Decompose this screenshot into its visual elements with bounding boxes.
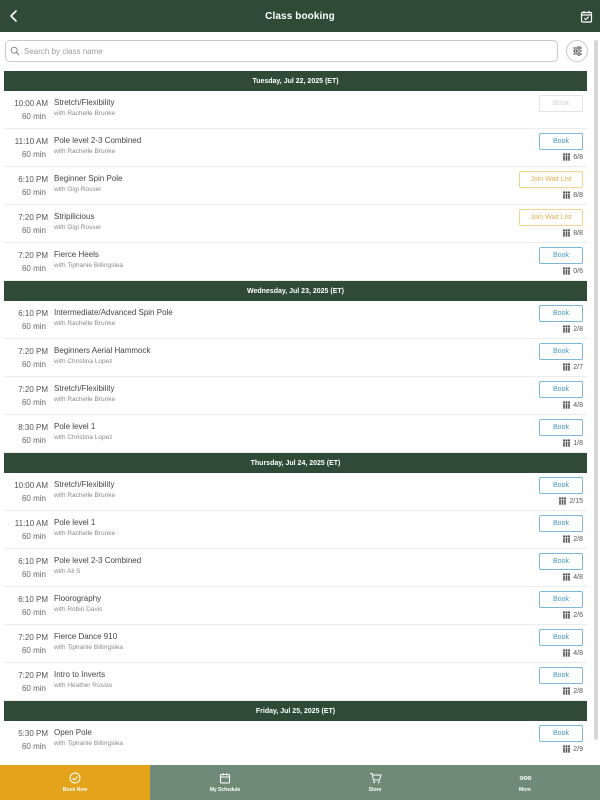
class-time: 8:30 PM [18,423,48,432]
class-row[interactable] [4,339,587,377]
page-title: Class booking [265,10,335,22]
capacity [562,153,583,161]
book-button[interactable]: Book [539,305,583,322]
book-button[interactable]: Book [539,477,583,494]
capacity [562,611,583,619]
class-duration: 60 min [21,398,46,407]
class-name: Pole level 2-3 Combined [54,136,142,145]
capacity [562,649,583,657]
class-time: 7:20 PM [18,633,48,642]
capacity-count: 2/9 [573,745,583,753]
class-row[interactable] [4,91,587,129]
book-button[interactable]: Book [539,553,583,570]
book-button[interactable]: Book [539,343,583,360]
class-instructor: with Heather Rossio [54,682,113,689]
class-time: 6:10 PM [18,557,48,566]
class-row[interactable] [4,415,587,453]
class-instructor: with Robin Davis [54,606,103,613]
class-instructor: with Rachelle Brunke [54,320,116,327]
top-bar [0,0,600,32]
book-button[interactable]: Book [539,667,583,684]
class-time: 6:10 PM [18,595,48,604]
bottom-nav [0,765,600,800]
chevron-left-icon [8,10,20,22]
day-header: Thursday, Jul 24, 2025 (ET) [4,453,587,473]
book-button[interactable]: Book [539,591,583,608]
class-duration: 60 min [21,322,46,331]
class-name: Intro to Inverts [54,670,106,679]
search-icon [10,46,20,56]
class-duration: 60 min [21,532,46,541]
class-name: Floorography [54,594,102,603]
class-list [4,71,587,765]
sliders-icon [572,46,583,56]
calendar-button[interactable] [576,6,596,26]
class-name: Stretch/Flexibility [54,384,115,393]
nav-item-more[interactable] [450,765,600,800]
class-instructor: with Ali S [54,568,81,575]
class-row[interactable] [4,243,587,281]
class-time: 5:30 PM [18,729,48,738]
class-row[interactable] [4,511,587,549]
class-instructor: with Tiphanie Billingslea [54,262,124,269]
class-duration: 60 min [21,570,46,579]
book-button[interactable]: Book [539,515,583,532]
capacity [562,439,583,447]
capacity-count: 2/8 [573,325,583,333]
capacity-count: 2/8 [573,687,583,695]
book-button[interactable]: Book [539,725,583,742]
class-duration: 60 min [21,684,46,693]
class-row[interactable] [4,721,587,759]
class-instructor: with Rachelle Brunke [54,110,116,117]
class-time: 11:10 AM [14,137,48,146]
capacity [562,535,583,543]
class-instructor: with Tiphanie Billingslea [54,644,124,651]
capacity-count: 4/8 [573,401,583,409]
attendees-icon [562,611,571,619]
class-duration: 60 min [21,494,46,503]
class-row[interactable] [4,587,587,625]
class-time: 7:20 PM [18,347,48,356]
capacity [562,573,583,581]
capacity-count: 2/6 [573,611,583,619]
class-row[interactable] [4,377,587,415]
class-name: Open Pole [54,728,92,737]
class-name: Stretch/Flexibility [54,480,115,489]
attendees-icon [562,267,571,275]
capacity-count: 1/8 [573,439,583,447]
class-row[interactable] [4,301,587,339]
book-button[interactable]: Book [539,629,583,646]
capacity [562,229,583,237]
join-wait-list-button[interactable]: Join Wait List [519,171,583,188]
attendees-icon [562,535,571,543]
nav-item-label: Book Now [62,787,88,793]
capacity-count: 2/15 [569,497,583,505]
capacity [562,687,583,695]
class-time: 7:20 PM [18,213,48,222]
capacity [562,325,583,333]
scrollbar[interactable] [594,40,598,740]
capacity [558,497,583,505]
nav-item-label: More [519,787,531,793]
nav-item-book-now[interactable] [0,765,150,800]
capacity [562,191,583,199]
nav-item-my-schedule[interactable] [150,765,300,800]
class-time: 7:20 PM [18,671,48,680]
class-duration: 60 min [21,264,46,273]
capacity-count: 2/8 [573,535,583,543]
class-time: 7:20 PM [18,251,48,260]
class-row[interactable] [4,549,587,587]
class-instructor: with Gigi Rosser [54,224,102,231]
more-dots-icon [519,772,532,784]
class-instructor: with Rachelle Brunke [54,492,116,499]
class-name: Fierce Dance 910 [54,632,118,641]
calendar-check-icon [580,10,593,23]
class-name: Pole level 1 [54,518,96,527]
day-header: Wednesday, Jul 23, 2025 (ET) [4,281,587,301]
class-duration: 60 min [21,608,46,617]
attendees-icon [562,325,571,333]
attendees-icon [562,573,571,581]
day-header: Friday, Jul 25, 2025 (ET) [4,701,587,721]
attendees-icon [562,153,571,161]
cart-icon [369,772,382,784]
class-name: Fierce Heels [54,250,99,259]
attendees-icon [562,363,571,371]
class-row[interactable] [4,167,587,205]
class-instructor: with Gigi Rosser [54,186,102,193]
search-row [0,36,600,66]
class-duration: 60 min [21,226,46,235]
class-duration: 60 min [21,112,46,121]
class-row[interactable] [4,663,587,701]
capacity [562,363,583,371]
class-instructor: with Tiphanie Billingslea [54,740,124,747]
class-name: Pole level 2-3 Combined [54,556,142,565]
capacity-count: 6/8 [573,153,583,161]
class-name: Stretch/Flexibility [54,98,115,107]
book-button[interactable]: Book [539,247,583,264]
class-time: 11:10 AM [14,519,48,528]
class-name: Pole level 1 [54,422,96,431]
class-instructor: with Christina Lopez [54,358,113,365]
class-time: 6:10 PM [18,309,48,318]
book-button: Book [539,95,583,112]
class-duration: 60 min [21,742,46,751]
class-instructor: with Rachelle Brunke [54,396,116,403]
check-circle-icon [69,772,81,784]
attendees-icon [562,745,571,753]
search-input[interactable] [24,47,524,56]
class-instructor: with Rachelle Brunke [54,148,116,155]
book-button[interactable]: Book [539,419,583,436]
attendees-icon [562,229,571,237]
class-time: 6:10 PM [18,175,48,184]
class-name: Stripilicious [54,212,95,221]
class-instructor: with Christina Lopez [54,434,113,441]
class-time: 7:20 PM [18,385,48,394]
class-duration: 60 min [21,150,46,159]
nav-item-label: Store [368,787,382,793]
capacity [562,401,583,409]
back-button[interactable] [4,6,24,26]
nav-item-store[interactable] [300,765,450,800]
join-wait-list-button[interactable]: Join Wait List [519,209,583,226]
class-name: Beginner Spin Pole [54,174,123,183]
search-box[interactable] [5,40,558,62]
attendees-icon [558,497,567,505]
attendees-icon [562,401,571,409]
class-row[interactable] [4,205,587,243]
day-header: Tuesday, Jul 22, 2025 (ET) [4,71,587,91]
class-name: Beginners Aerial Hammock [54,346,151,355]
capacity-count: 0/6 [573,267,583,275]
class-duration: 60 min [21,360,46,369]
capacity [562,745,583,753]
capacity-count: 4/8 [573,573,583,581]
attendees-icon [562,687,571,695]
capacity [562,267,583,275]
class-row[interactable] [4,473,587,511]
calendar-icon [219,772,231,784]
class-time: 10:00 AM [14,99,48,108]
capacity-count: 2/7 [573,363,583,371]
class-instructor: with Rachelle Brunke [54,530,116,537]
attendees-icon [562,191,571,199]
capacity-count: 8/8 [573,229,583,237]
class-name: Intermediate/Advanced Spin Pole [54,308,173,317]
attendees-icon [562,649,571,657]
nav-item-label: My Schedule [209,787,241,793]
class-row[interactable] [4,625,587,663]
capacity-count: 4/8 [573,649,583,657]
attendees-icon [562,439,571,447]
class-time: 10:00 AM [14,481,48,490]
book-button[interactable]: Book [539,381,583,398]
class-row[interactable] [4,129,587,167]
book-button[interactable]: Book [539,133,583,150]
class-duration: 60 min [21,646,46,655]
capacity-count: 8/8 [573,191,583,199]
filter-button[interactable] [566,40,588,62]
class-duration: 60 min [21,188,46,197]
class-duration: 60 min [21,436,46,445]
